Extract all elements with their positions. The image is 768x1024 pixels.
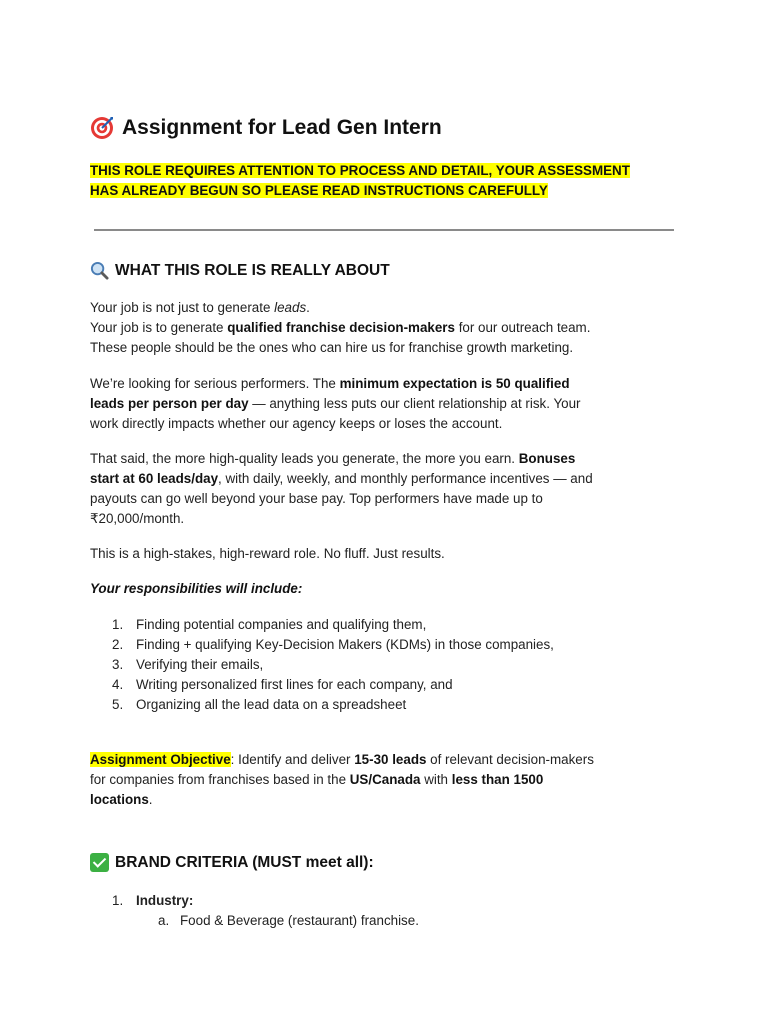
list-number: 4. [112,677,124,692]
list-number: 2. [112,637,124,652]
list-item [112,635,554,655]
text-span: Your job is to generate [90,320,228,335]
paragraph-objective [90,750,680,810]
text-span: : Identify and deliver [230,752,355,767]
section-heading-criteria [90,853,374,872]
list-text: Industry: [136,893,194,908]
text-span: leads [274,300,307,315]
text-span: for our outreach team. [454,320,591,335]
list-number: 1. [112,617,124,632]
horizontal-divider [94,229,674,231]
list-text: Finding potential companies and qualifying them, [136,617,427,632]
text-span: leads per person per day [90,396,249,411]
text-span: start at 60 leads/day [90,471,219,486]
text-span: . [148,792,153,807]
list-item [112,675,554,695]
text-span: for companies from franchises based in the [90,772,350,787]
text-span: less than 1500 [451,772,544,787]
text-span: . [306,300,310,315]
text-span: ₹20,000/month. [90,511,185,526]
list-number: 3. [112,657,124,672]
text-span: Bonuses [518,451,576,466]
text-span: Your job is not just to generate [90,300,275,315]
list-text: Verifying their emails, [136,657,264,672]
list-text: Food & Beverage (restaurant) franchise. [180,913,419,928]
text-span: Your responsibilities will include: [90,581,303,596]
criteria-sub-item [158,911,419,931]
section-heading-text: BRAND CRITERIA (MUST meet all): [115,853,374,871]
list-number: 5. [112,697,124,712]
text-span: of relevant decision-makers [426,752,594,767]
section-heading-text: WHAT THIS ROLE IS REALLY ABOUT [115,261,390,279]
list-text: Writing personalized first lines for each company, and [136,677,453,692]
paragraph-summary: This is a high-stakes, high-reward role. No fluff. Just results. [90,546,445,561]
section-heading-role [90,261,390,280]
text-span: qualified franchise decision-makers [227,320,455,335]
warning-notice [90,161,630,201]
list-item [112,891,193,911]
responsibilities-heading [90,579,680,599]
text-span: locations [90,792,149,807]
paragraph-bonuses [90,449,680,529]
text-span: payouts can go well beyond your base pay. Top performers have made up to [90,491,543,506]
responsibilities-list [112,615,554,715]
text-span: 15-30 leads [354,752,427,767]
text-span: with [420,772,452,787]
text-span: work directly impacts whether our agency keeps or loses the account. [90,416,503,431]
title-text: Assignment for Lead Gen Intern [122,116,442,139]
text-span: These people should be the ones who can hire us for franchise growth marketing. [90,340,574,355]
page-title [90,116,442,140]
warning-line-2: HAS ALREADY BEGUN SO PLEASE READ INSTRUCTIONS CAREFULLY [90,183,548,198]
list-item [112,615,554,635]
list-number: 1. [112,893,124,908]
magnifier-icon [90,261,109,280]
target-icon [90,116,114,140]
check-mark-icon [90,853,109,872]
paragraph-job [90,298,680,358]
list-number: a. [158,913,170,928]
text-span: We’re looking for serious performers. The [90,376,340,391]
text-span: That said, the more high-quality leads you generate, the more you earn. [90,451,519,466]
text-span: US/Canada [349,772,421,787]
criteria-list [112,891,193,911]
text-span: , with daily, weekly, and monthly performance incentives — and [218,471,593,486]
list-text: Finding + qualifying Key-Decision Makers (KDMs) in those companies, [136,637,554,652]
objective-label: Assignment Objective [90,752,231,767]
list-item [112,695,554,715]
text-span: minimum expectation is 50 qualified [339,376,570,391]
warning-line-1: THIS ROLE REQUIRES ATTENTION TO PROCESS AND DETAIL, YOUR ASSESSMENT [90,163,630,178]
list-item [112,655,554,675]
text-span: — anything less puts our client relationship at risk. Your [248,396,581,411]
list-text: Organizing all the lead data on a spreadsheet [136,697,407,712]
paragraph-expectation [90,374,680,434]
